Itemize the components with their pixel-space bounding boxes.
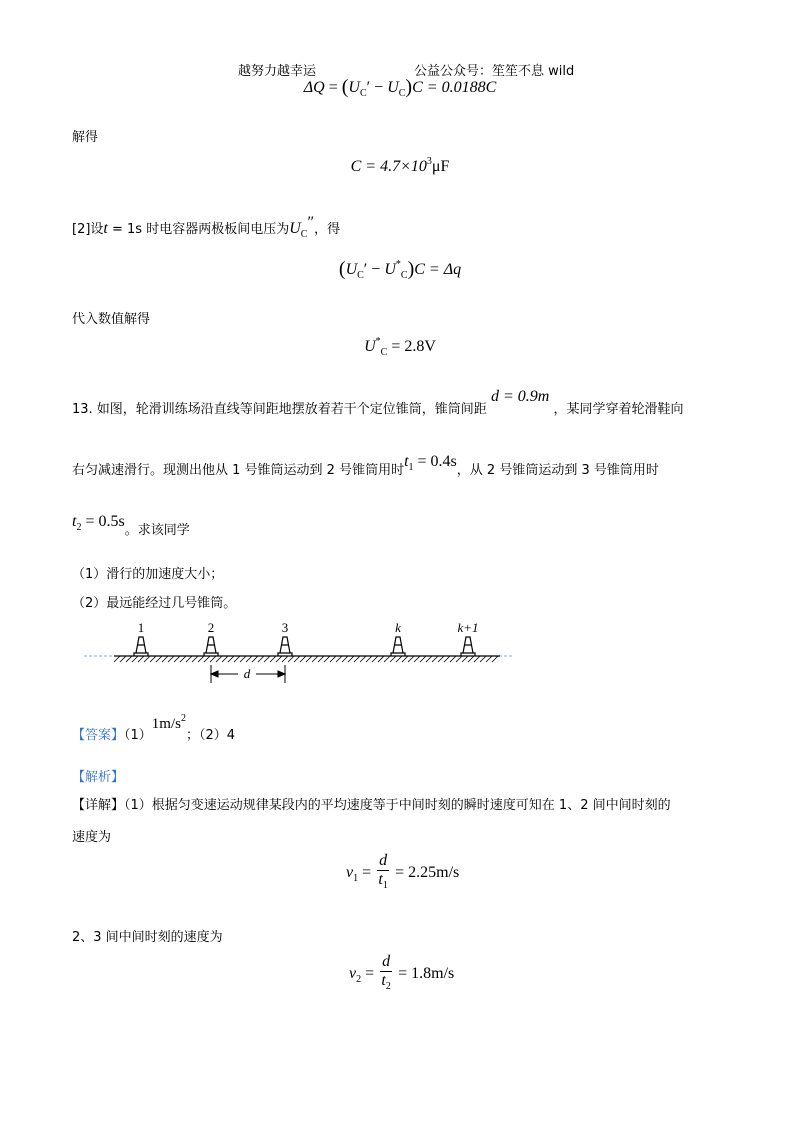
cone-label-3: 3	[281, 620, 289, 635]
label-daiju: 代入数值解得	[72, 312, 151, 327]
q13-line1: 13. 如图，轮滑训练场沿直线等间距地摆放着若干个定位锥筒，锥筒间距 d = 0.9m ，某同学穿着轮滑鞋向	[72, 388, 684, 417]
cone-label-k: k	[395, 620, 401, 635]
cone-label-2: 2	[207, 620, 215, 635]
answer-line: 【答案】$(1)1m/s^2$；（2）4	[72, 713, 236, 743]
cone-label-k-plus-1: k+1	[457, 620, 479, 635]
equation-charge: $(U_C' - U^*_C)C = \Delta q$	[338, 258, 462, 281]
q13-part1: （1）滑行的加速度大小；	[72, 567, 224, 582]
label-jiede: 解得	[72, 130, 99, 145]
equation-v2: $v_2$ = $\frac{d}{t_2}$ = 1.8m/s	[349, 953, 455, 992]
dimension-label: d	[243, 666, 251, 681]
text-part2-intro: [2]设t = 1s 时电容器两极板间电压为$U_C''$，得	[72, 214, 341, 240]
q13-line2: 右匀减速滑行。现测出他从 1 号锥筒运动到 2 号锥筒用时$t_1 = 0.4s$，从 2 号锥筒运动到 3 号锥筒用时	[72, 453, 659, 478]
ground-hatching	[114, 656, 498, 662]
cone-1	[134, 637, 148, 656]
equation-v1: $v_1$ = $\frac{d}{t_1}$ = 2.25m/s	[346, 852, 460, 891]
answer-tag: 【答案】	[72, 728, 125, 743]
q13-line3: $t_2 = 0.5s$。求该同学	[72, 513, 190, 538]
text-23-interval: 2、3 间中间时刻的速度为	[72, 930, 223, 945]
header-left: 越努力越幸运	[238, 64, 317, 79]
cones-figure	[80, 615, 520, 690]
detail-line2: 速度为	[72, 830, 112, 845]
equation-capacitance: $C = 4.7\times 10^3\mu F$	[350, 156, 450, 175]
cone-label-1: 1	[137, 620, 145, 635]
cone-k	[391, 637, 405, 656]
header-right: 公益公众号：笙笙不息 wild	[414, 64, 575, 79]
cone-3	[278, 637, 292, 656]
q13-part2: （2）最远能经过几号锥筒。	[72, 596, 237, 611]
equation-voltage: $U^*_C = 2.8V$	[364, 336, 436, 358]
equation-delta-q: $\Delta Q = (U_C' - U_C)C = 0.0188C$	[303, 76, 497, 99]
analysis-tag: 【解析】	[72, 770, 125, 785]
detail-line1: 【详解】（1）根据匀变速运动规律某段内的平均速度等于中间时刻的瞬时速度可知在 1、2 间中间时刻的	[72, 798, 671, 813]
cone-2	[204, 637, 218, 656]
cone-k-plus-1	[461, 637, 475, 656]
